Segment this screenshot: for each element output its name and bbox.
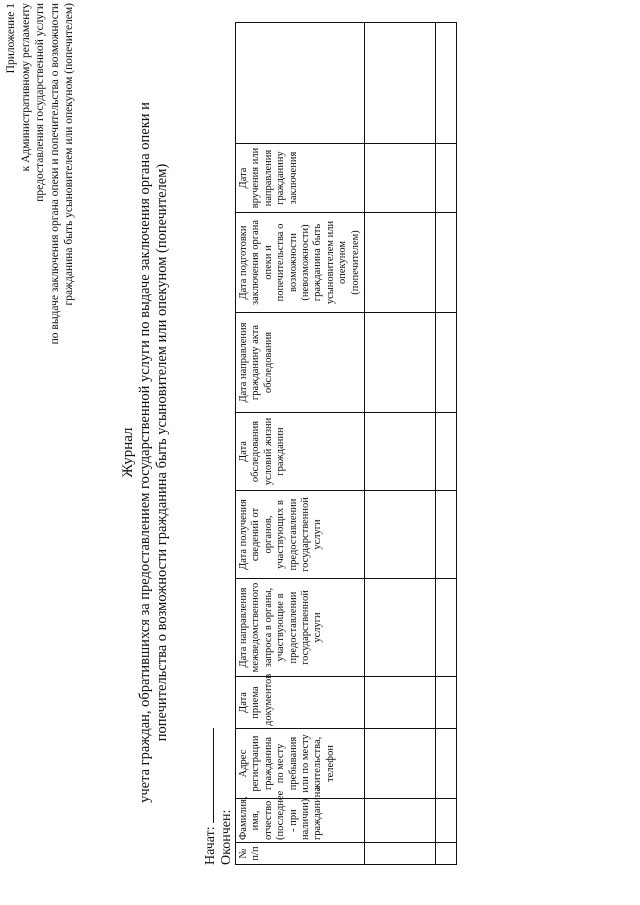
table-row [365,23,436,865]
appendix-line: гражданина быть усыновителем или опекуном (попечителем) [63,3,76,306]
header-cell: № п/п [236,843,365,865]
table-cell [436,677,457,729]
table-cell [365,799,436,843]
table-cell [436,23,457,144]
header-cell: Дата направления межведомственного запроса в органы, участвующие в предоставлении государственной услуги [236,579,365,677]
table-cell [436,491,457,579]
ended-field [218,810,236,865]
table-cell [436,413,457,491]
table-cell [365,23,436,144]
table-row [436,23,457,865]
header-cell: Дата подготовки заключения органа опеки и попечительства о возможности (невозможности) гражданина быть усыновителем или опекуном (попечителем) [236,213,365,313]
table-cell [365,843,436,865]
table-cell [436,579,457,677]
table-cell [365,491,436,579]
header-cell: Адрес регистрации гражданина по месту пребывания или по месту жительства, телефон [236,729,365,799]
journal-title-sub-1: учета граждан, обратившихся за предоставлением государственной услуги по выдаче заключения органа опеки и [137,102,153,803]
appendix-note [4,3,77,563]
table-cell [365,213,436,313]
table-header-row [236,23,365,865]
header-cell: Фамилия, имя, отчество (последнее - при наличии) гражданина [236,799,365,843]
appendix-line: к Административному регламенту [19,3,32,172]
journal-title [120,60,171,845]
appendix-line: Приложение 1 [5,3,17,74]
table-cell [436,799,457,843]
table-cell [365,413,436,491]
journal-table [235,22,457,865]
header-cell: Дата направления гражданину акта обследования [236,313,365,413]
table-cell [365,313,436,413]
table-cell [436,843,457,865]
table-cell [436,144,457,213]
header-cell: Дата обследования условий жизни гражданин [236,413,365,491]
appendix-line: предоставления государственной услуги [34,3,47,202]
table-cell [436,313,457,413]
table-cell [436,729,457,799]
ended-label: Окончен: [219,809,234,865]
journal-title-sub-2: попечительства о возможности гражданина быть усыновителем или опекуном (попечителем) [154,163,170,742]
table-cell [365,677,436,729]
table-cell [365,144,436,213]
header-cell: Дата приема документов [236,677,365,729]
started-blank-line [200,728,214,823]
started-label: Начат: [203,826,218,865]
header-cell: Дата получения сведений от органов, участвующих в предоставлении государственной услуги [236,491,365,579]
table-cell [365,579,436,677]
journal-title-main: Журнал [120,427,136,478]
table-cell [436,213,457,313]
header-cell: Дата вручения или направления гражданину заключения [236,144,365,213]
header-cell-empty [236,23,365,144]
appendix-line: по выдаче заключения органа опеки и попечительства о возможности [48,3,61,345]
started-field [200,728,220,865]
table-cell [365,729,436,799]
